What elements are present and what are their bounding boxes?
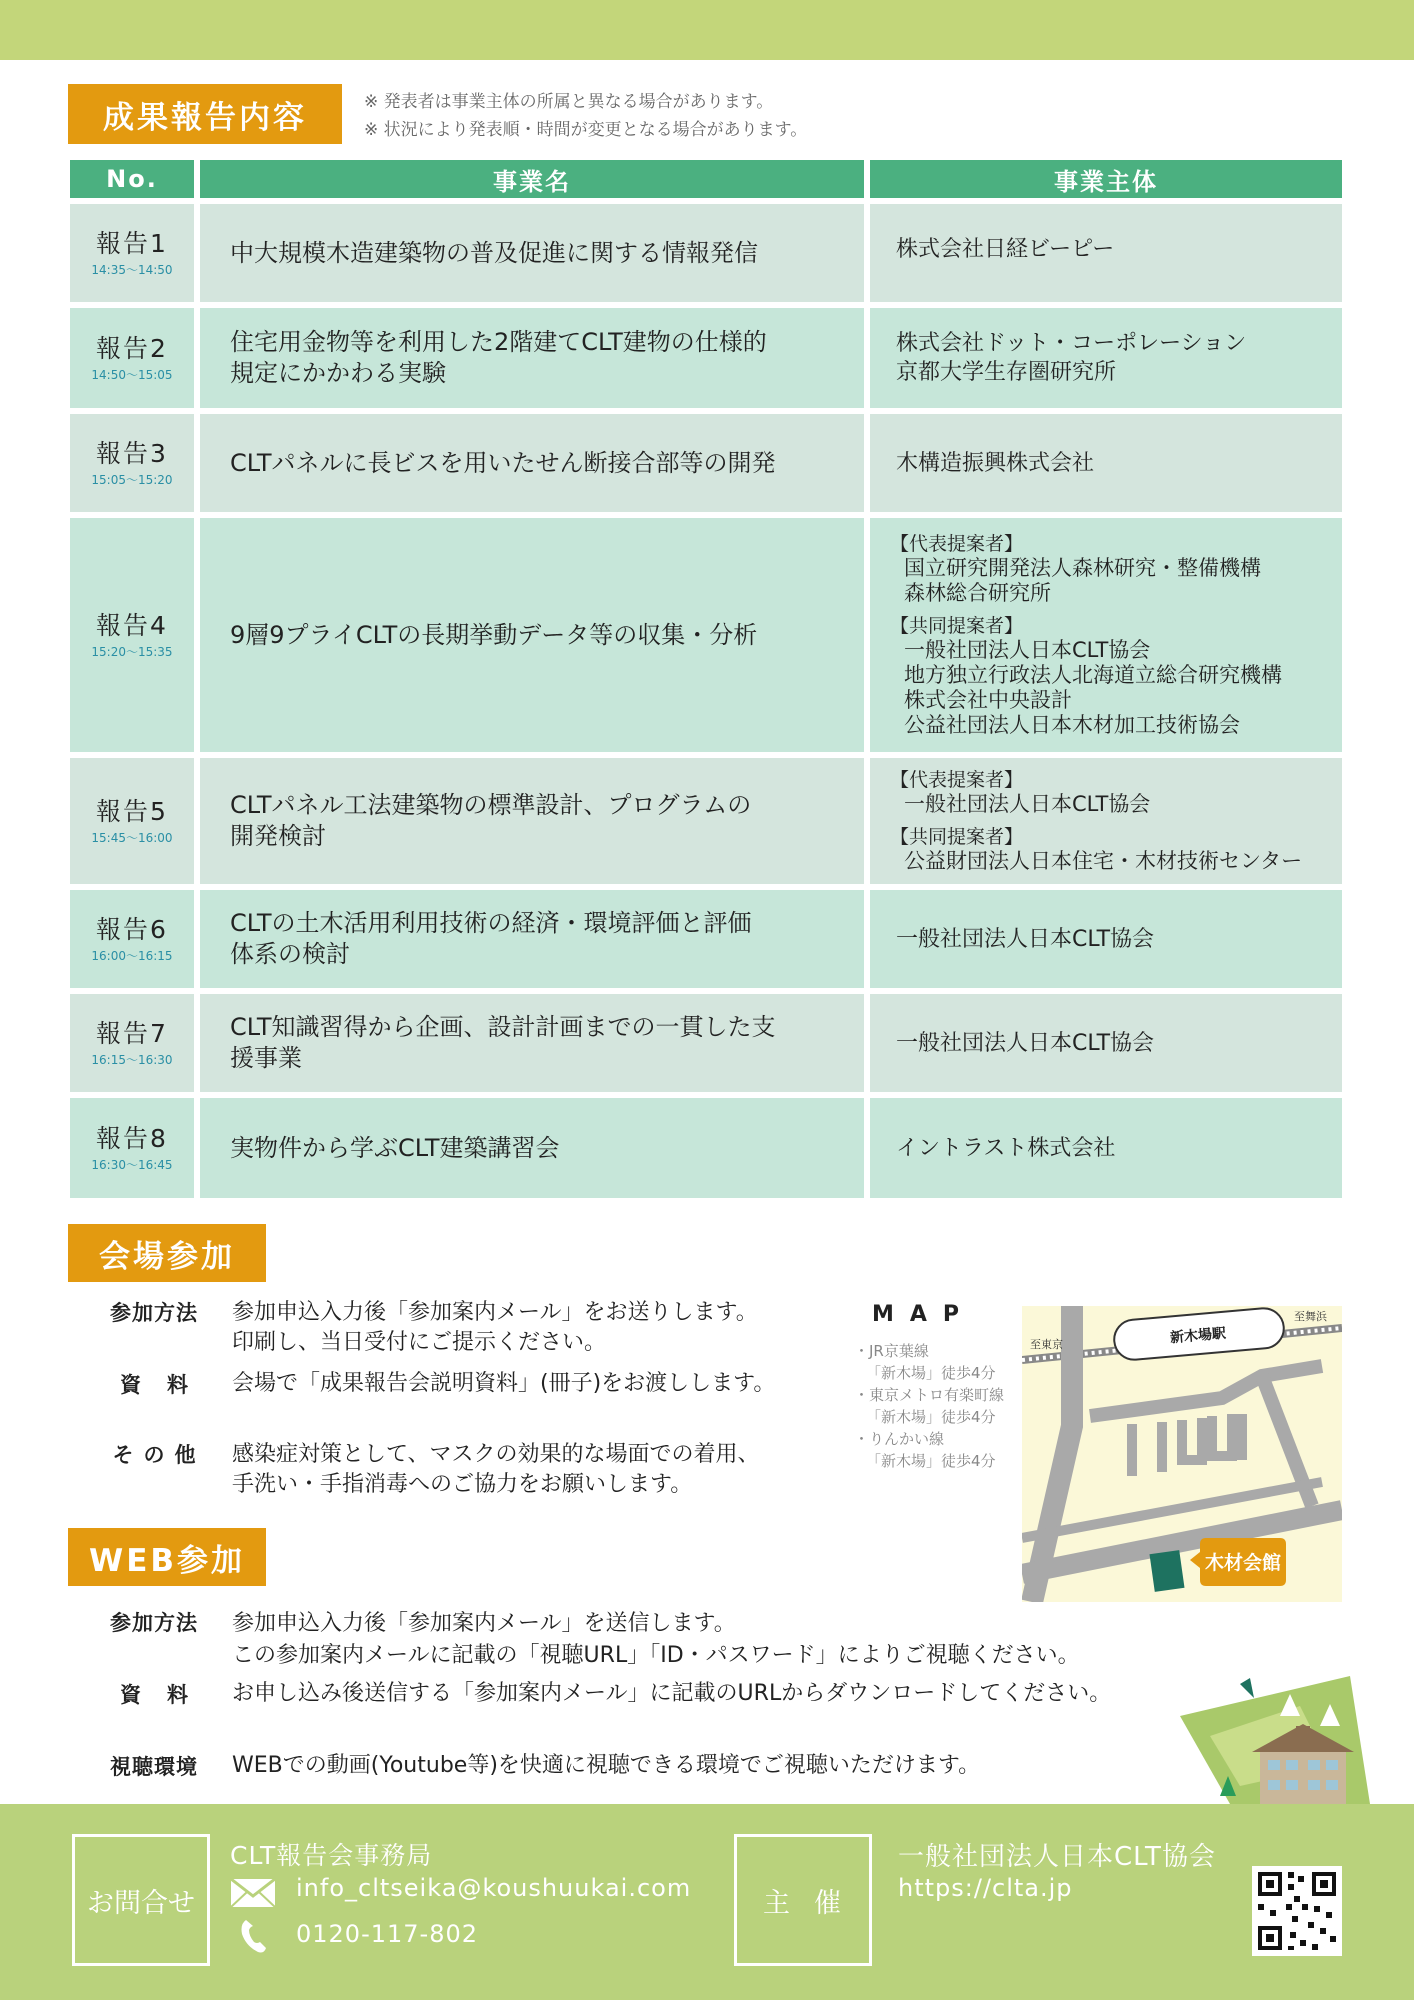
access-line: ・JR京葉線 <box>854 1342 929 1360</box>
access-info <box>854 1340 1004 1472</box>
project-name <box>200 758 864 884</box>
venue-other-text <box>232 1440 760 1500</box>
project-name <box>200 890 864 988</box>
org-line: 一般社団法人日本CLT協会 <box>904 792 1151 816</box>
access-line: 「新木場」徒歩4分 <box>866 1408 996 1426</box>
venue-material-text: 会場で「成果報告会説明資料」(冊子)をお渡しします。 <box>232 1371 776 1396</box>
project-org <box>870 758 1342 884</box>
project-name-line: CLT知識習得から企画、設計計画までの一貫した支 <box>230 1013 776 1041</box>
report-number-cell <box>70 308 194 408</box>
contact-box: お問合せ <box>72 1834 210 1966</box>
project-name-line: 住宅用金物等を利用した2階建てCLT建物の仕様的 <box>230 328 767 356</box>
org-line: 株式会社中央設計 <box>904 688 1072 712</box>
venue-other-line: 手洗い・手指消毒へのご協力をお願いします。 <box>232 1472 693 1497</box>
report-number-cell <box>70 994 194 1092</box>
host-url-link[interactable]: https://clta.jp <box>898 1874 1073 1902</box>
report-number-cell <box>70 414 194 512</box>
table-row <box>70 758 1342 884</box>
web-method-text <box>232 1608 1080 1672</box>
venue-map <box>1022 1306 1342 1602</box>
report-label: 報告4 <box>96 610 168 640</box>
report-label: 報告1 <box>96 228 168 258</box>
table-row <box>70 1098 1342 1198</box>
table-row <box>70 204 1342 302</box>
org-line: 公益財団法人日本住宅・木材技術センター <box>904 849 1303 873</box>
org-line: 一般社団法人日本CLT協会 <box>896 926 1155 952</box>
note-2: ※ 状況により発表順・時間が変更となる場合があります。 <box>364 120 808 140</box>
report-label: 報告5 <box>96 796 168 826</box>
project-name-line: 開発検討 <box>230 822 326 850</box>
web-material-label: 資料 <box>90 1684 218 1704</box>
contact-office: CLT報告会事務局 <box>230 1841 433 1870</box>
table-row <box>70 994 1342 1092</box>
map-title: MAP <box>858 1302 980 1326</box>
report-label: 報告7 <box>96 1018 168 1048</box>
project-name <box>200 518 864 752</box>
org-line: 一般社団法人日本CLT協会 <box>904 638 1151 662</box>
project-name-line: 体系の検討 <box>230 940 350 968</box>
report-time: 14:35〜14:50 <box>91 262 173 277</box>
report-label: 報告6 <box>96 914 168 944</box>
report-number-cell <box>70 758 194 884</box>
venue-method-line: 印刷し、当日受付にご提示ください。 <box>232 1330 607 1355</box>
project-name-line: CLTの土木活用利用技術の経済・環境評価と評価 <box>230 909 752 937</box>
web-title: WEB参加 <box>68 1528 266 1586</box>
project-name <box>200 414 864 512</box>
project-name <box>200 1098 864 1198</box>
venue-method-label: 参加方法 <box>90 1302 218 1322</box>
report-label: 報告2 <box>96 333 168 363</box>
project-org <box>870 308 1342 408</box>
header-org: 事業主体 <box>870 160 1342 198</box>
project-name-line: 実物件から学ぶCLT建築講習会 <box>230 1133 560 1162</box>
project-org <box>870 890 1342 988</box>
access-line: 「新木場」徒歩4分 <box>866 1364 996 1382</box>
access-line: ・東京メトロ有楽町線 <box>854 1386 1005 1404</box>
org-line: イントラスト株式会社 <box>896 1135 1116 1161</box>
venue-method-line: 参加申込入力後「参加案内メール」をお送りします。 <box>232 1300 758 1325</box>
venue-other-label: その他 <box>90 1444 218 1464</box>
project-name-line: 規定にかかわる実験 <box>230 359 446 387</box>
table-row <box>70 890 1342 988</box>
map-direction-left: 至東京 <box>1030 1338 1063 1351</box>
org-line: 京都大学生存圏研究所 <box>896 360 1117 385</box>
project-org <box>870 994 1342 1092</box>
project-org <box>870 518 1342 752</box>
org-line: 国立研究開発法人森林研究・整備機構 <box>904 556 1261 580</box>
org-representative-heading: 【代表提案者】 <box>890 769 1024 791</box>
venue-title: 会場参加 <box>68 1224 266 1282</box>
project-org <box>870 414 1342 512</box>
map-direction-right: 至舞浜 <box>1294 1310 1327 1323</box>
org-line: 株式会社日経ビーピー <box>896 236 1115 262</box>
report-time: 15:05〜15:20 <box>91 472 173 487</box>
org-line: 株式会社ドット・コーポレーション <box>896 331 1247 356</box>
map-venue-label: 木材会館 <box>1204 1552 1282 1574</box>
org-line: 木構造振興株式会社 <box>896 450 1095 476</box>
host-box: 主催 <box>734 1834 872 1966</box>
report-time: 14:50〜15:05 <box>91 367 173 382</box>
top-band <box>0 0 1414 60</box>
report-label: 報告3 <box>96 438 168 468</box>
web-env-label: 視聴環境 <box>90 1756 218 1776</box>
project-org <box>870 1098 1342 1198</box>
report-number-cell <box>70 890 194 988</box>
report-time: 16:30〜16:45 <box>91 1157 173 1172</box>
web-method-line: この参加案内メールに記載の「視聴URL」「ID・パスワード」によりご視聴ください。 <box>232 1643 1080 1668</box>
report-time: 15:20〜15:35 <box>91 644 173 659</box>
org-representative-heading: 【代表提案者】 <box>890 533 1024 555</box>
project-name-line: 援事業 <box>230 1044 302 1072</box>
project-name-line: CLTパネル工法建築物の標準設計、プログラムの <box>230 791 752 819</box>
header-no: No. <box>70 160 194 198</box>
header-name: 事業名 <box>200 160 864 198</box>
org-line: 森林総合研究所 <box>904 581 1051 605</box>
web-env-text: WEBでの動画(Youtube等)を快適に視聴できる環境でご視聴いただけます。 <box>232 1753 981 1778</box>
web-method-line: 参加申込入力後「参加案内メール」を送信します。 <box>232 1611 736 1636</box>
project-name <box>200 994 864 1092</box>
project-name <box>200 204 864 302</box>
report-number-cell <box>70 204 194 302</box>
table-row <box>70 518 1342 752</box>
project-name-line: 中大規模木造建築物の普及促進に関する情報発信 <box>230 238 758 267</box>
qr-code[interactable] <box>1252 1866 1342 1956</box>
report-label: 報告8 <box>96 1123 168 1153</box>
note-1: ※ 発表者は事業主体の所属と異なる場合があります。 <box>364 92 774 112</box>
org-joint-heading: 【共同提案者】 <box>890 615 1024 637</box>
access-line: ・りんかい線 <box>854 1430 945 1448</box>
org-joint-heading: 【共同提案者】 <box>890 826 1024 848</box>
org-line: 一般社団法人日本CLT協会 <box>896 1030 1155 1056</box>
project-name-line: CLTパネルに長ビスを用いたせん断接合部等の開発 <box>230 448 776 477</box>
host-name: 一般社団法人日本CLT協会 <box>898 1842 1216 1872</box>
report-time: 16:00〜16:15 <box>91 948 173 963</box>
report-number-cell <box>70 518 194 752</box>
phone-icon <box>240 1918 268 1954</box>
results-title: 成果報告内容 <box>68 84 342 144</box>
org-line: 公益社団法人日本木材加工技術協会 <box>904 713 1240 737</box>
mail-icon <box>230 1878 276 1908</box>
table-row <box>70 308 1342 408</box>
building-illustration <box>1180 1676 1370 1806</box>
report-number-cell <box>70 1098 194 1198</box>
report-time: 16:15〜16:30 <box>91 1052 173 1067</box>
web-material-text: お申し込み後送信する「参加案内メール」に記載のURLからダウンロードしてください。 <box>232 1681 1112 1706</box>
project-name <box>200 308 864 408</box>
map-station-label: 新木場駅 <box>1169 1325 1227 1347</box>
report-time: 15:45〜16:00 <box>91 830 173 845</box>
venue-method-text <box>232 1298 758 1358</box>
footer <box>0 1804 1414 2000</box>
project-name-line: 9層9プライCLTの長期挙動データ等の収集・分析 <box>230 620 758 649</box>
table-row <box>70 414 1342 512</box>
contact-phone: 0120-117-802 <box>296 1920 479 1948</box>
contact-email-link[interactable]: info_cltseika@koushuukai.com <box>296 1874 692 1902</box>
org-line: 地方独立行政法人北海道立総合研究機構 <box>904 663 1282 687</box>
venue-other-line: 感染症対策として、マスクの効果的な場面での着用、 <box>232 1442 760 1467</box>
project-org <box>870 204 1342 302</box>
access-line: 「新木場」徒歩4分 <box>866 1452 996 1470</box>
web-method-label: 参加方法 <box>90 1612 218 1632</box>
venue-material-label: 資料 <box>90 1374 218 1394</box>
notes <box>364 88 807 144</box>
